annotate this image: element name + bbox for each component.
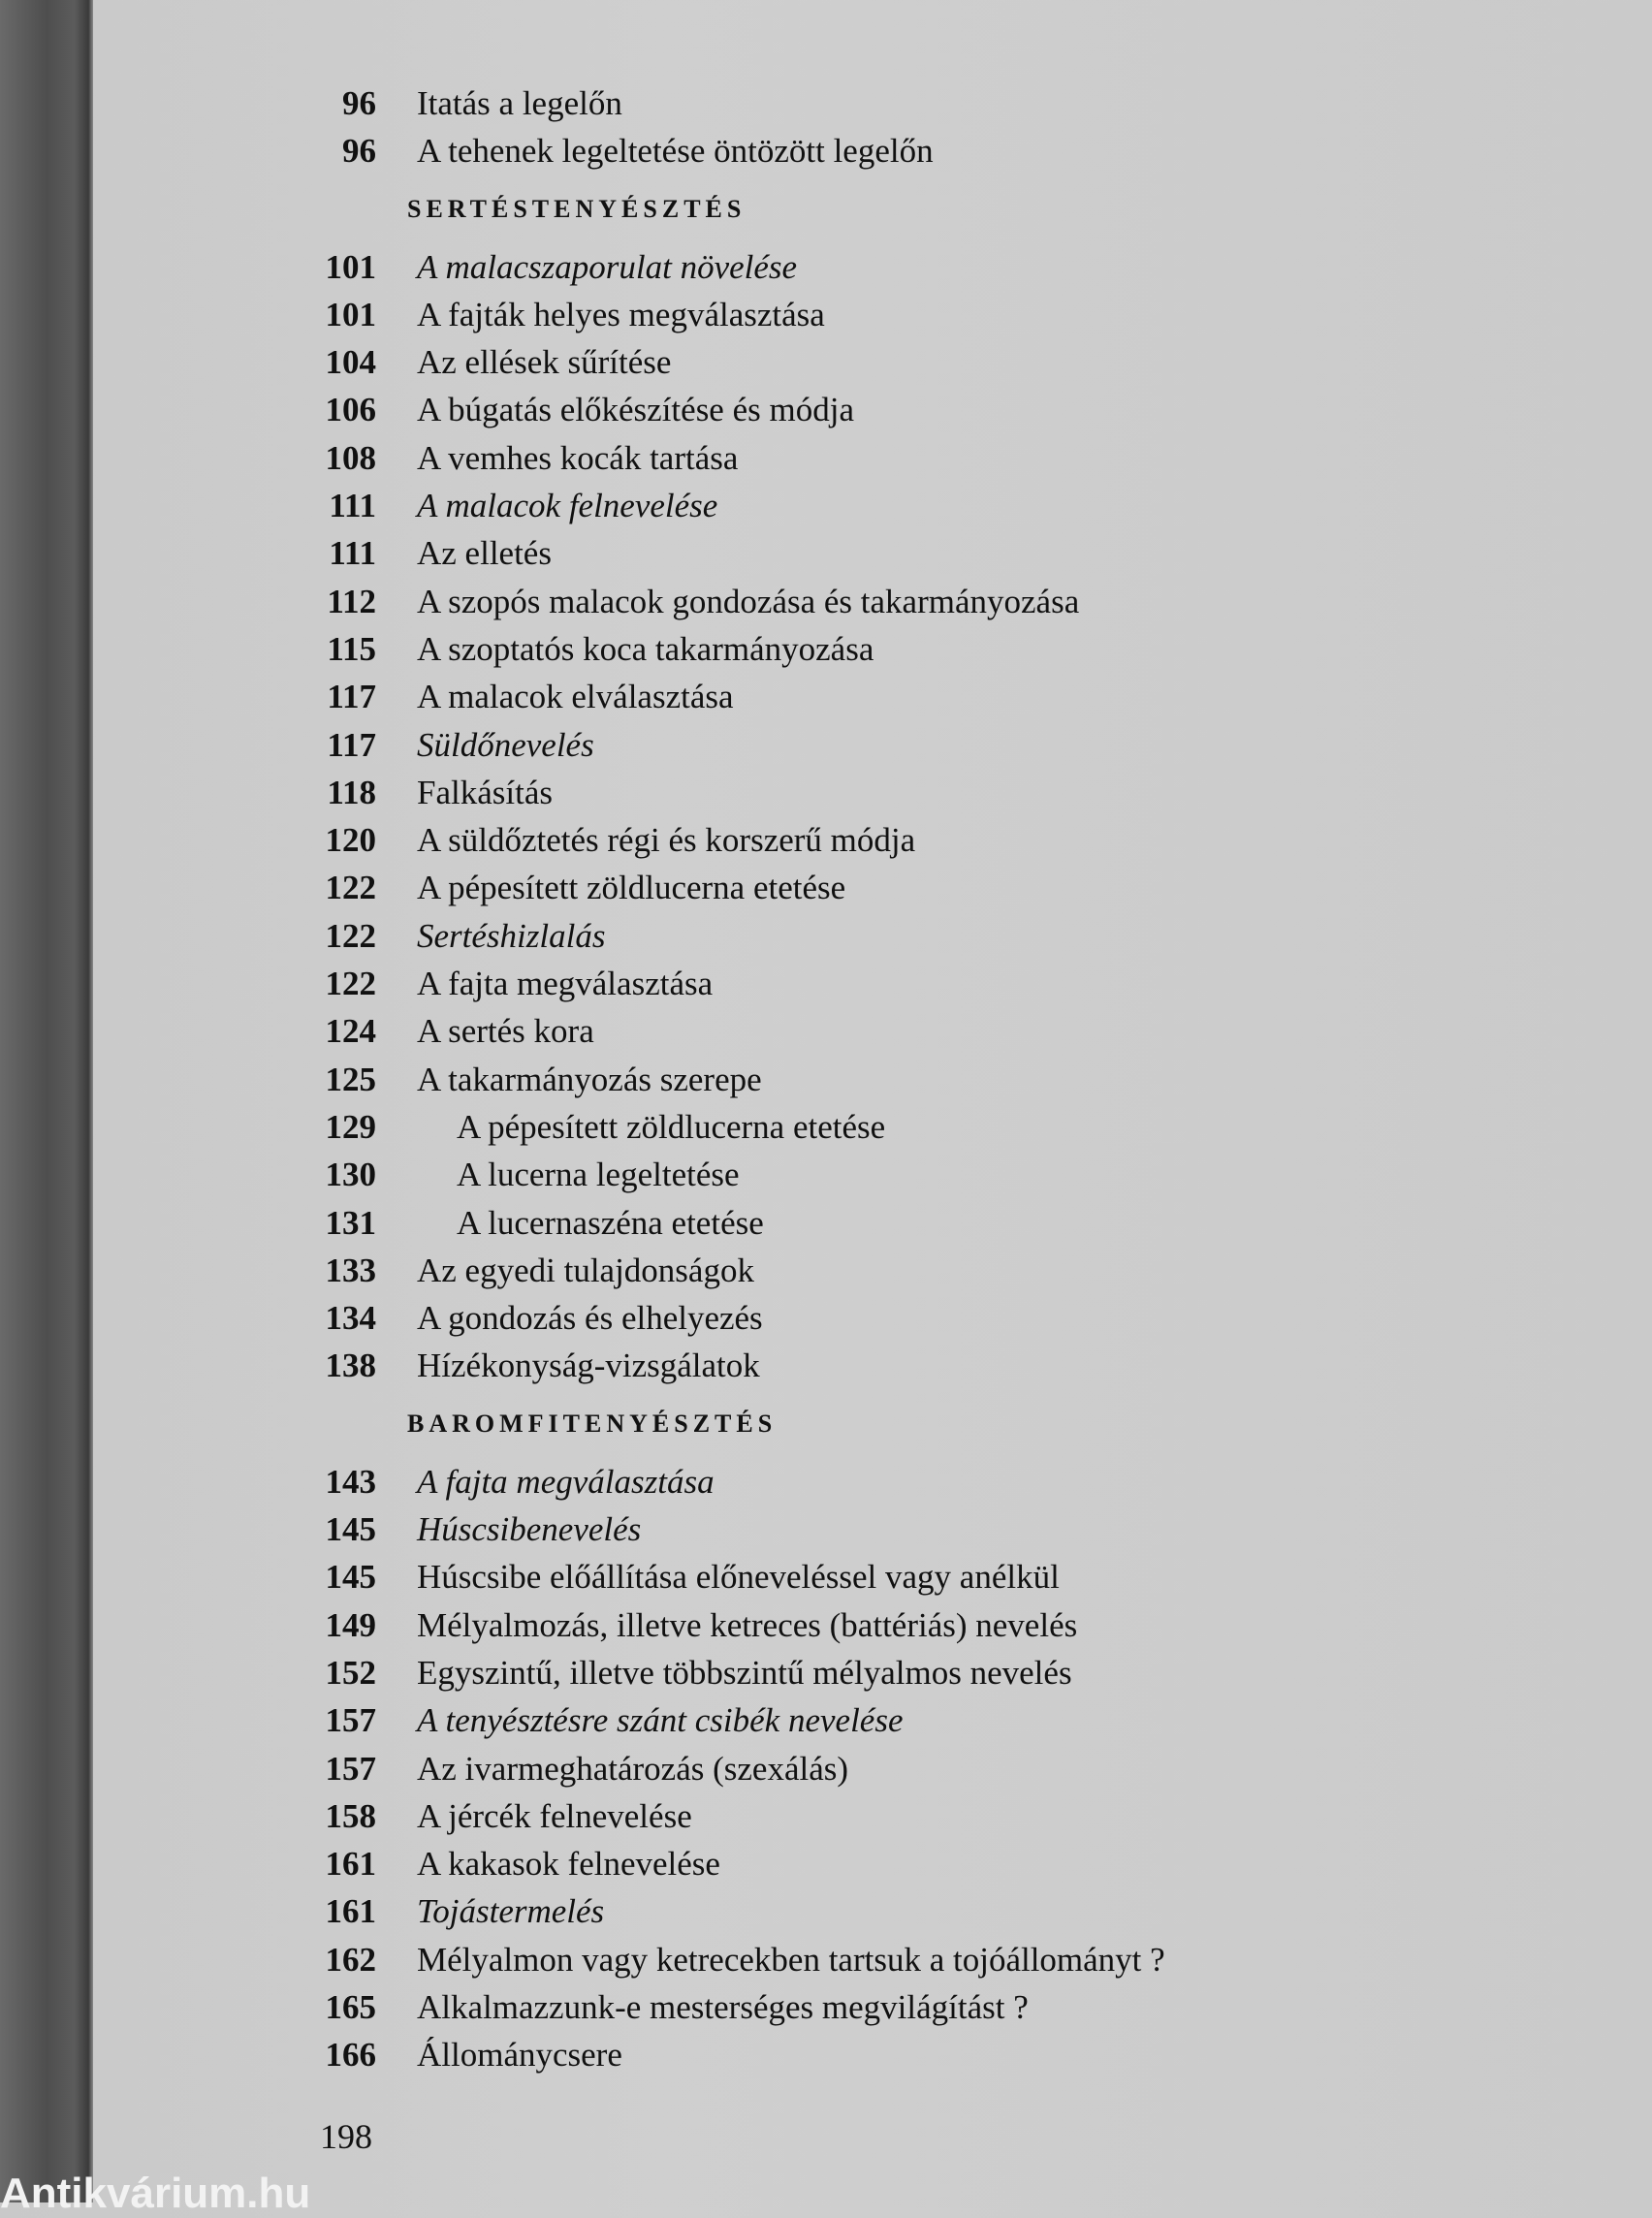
entry-page-number: 104 [325, 343, 376, 382]
entry-title: A pépesített zöldlucerna etetése [417, 869, 846, 907]
toc-entry [0, 1199, 1652, 1247]
entry-page-number: 157 [325, 1701, 376, 1740]
entry-page-number: 106 [325, 391, 376, 429]
entry-page-number: 157 [325, 1749, 376, 1788]
entry-title: A fajták helyes megválasztása [417, 295, 825, 333]
entry-page-number: 111 [329, 487, 376, 525]
entry-title: Mélyalmon vagy ketrecekben tartsuk a tojóállományt ? [417, 1940, 1165, 1979]
toc-entry [0, 1103, 1652, 1151]
entry-page-number: 124 [325, 1012, 376, 1051]
entry-title: Mélyalmozás, illetve ketreces (battériás) nevelés [417, 1605, 1078, 1644]
entry-page-number: 158 [325, 1796, 376, 1835]
entry-title: Húscsibe előállítása előneveléssel vagy anélkül [417, 1558, 1060, 1597]
entry-page-number: 115 [327, 629, 376, 668]
toc-entry [0, 482, 1652, 529]
entry-title: Süldőnevelés [417, 725, 594, 764]
entry-page-number: 122 [325, 916, 376, 955]
toc-entry [0, 243, 1652, 291]
entry-page-number: 145 [325, 1510, 376, 1549]
toc-entry [0, 386, 1652, 433]
entry-title: A pépesített zöldlucerna etetése [457, 1107, 886, 1146]
toc-entry [0, 1601, 1652, 1649]
entry-title: A tehenek legeltetése öntözött legelőn [417, 132, 934, 171]
toc-entry [0, 1745, 1652, 1792]
section-heading-text: SERTÉSTENYÉSZTÉS [407, 194, 747, 223]
entry-page-number: 101 [325, 295, 376, 333]
entry-page-number: 125 [325, 1060, 376, 1098]
toc-entry [0, 864, 1652, 911]
toc-entry [0, 338, 1652, 386]
entry-title: A búgatás előkészítése és módja [417, 391, 854, 429]
toc-entry [0, 1840, 1652, 1887]
toc-entry [0, 127, 1652, 174]
section-heading [0, 175, 1652, 243]
entry-page-number: 108 [325, 438, 376, 477]
toc-entry [0, 291, 1652, 338]
toc-entry [0, 673, 1652, 720]
toc-entry [0, 912, 1652, 960]
entry-title: A lucernaszéna etetése [457, 1203, 764, 1242]
entry-title: Alkalmazzunk-e mesterséges megvilágítást ? [417, 1987, 1029, 2026]
entry-page-number: 166 [325, 2036, 376, 2075]
entry-page-number: 117 [327, 725, 376, 764]
entry-page-number: 131 [325, 1203, 376, 1242]
entry-page-number: 143 [325, 1462, 376, 1501]
entry-page-number: 117 [327, 678, 376, 716]
entry-page-number: 120 [325, 821, 376, 860]
toc-entry [0, 1792, 1652, 1840]
entry-title: A malacok felnevelése [417, 487, 718, 525]
entry-page-number: 138 [325, 1347, 376, 1385]
toc-entry [0, 960, 1652, 1007]
entry-page-number: 118 [327, 773, 376, 811]
entry-page-number: 112 [327, 582, 376, 620]
entry-title: A jércék felnevelése [417, 1796, 692, 1835]
entry-title: A fajta megválasztása [417, 965, 714, 1003]
entry-title: Itatás a legelőn [417, 84, 622, 122]
entry-page-number: 145 [325, 1558, 376, 1597]
toc-entry [0, 721, 1652, 769]
toc-entry [0, 1151, 1652, 1198]
entry-title: A szopós malacok gondozása és takarmányozása [417, 582, 1080, 620]
toc-entry [0, 1983, 1652, 2031]
toc-entry [0, 79, 1652, 127]
toc-entry [0, 1056, 1652, 1103]
toc-entry [0, 1553, 1652, 1600]
toc-entry [0, 1505, 1652, 1553]
entry-title: A süldőztetés régi és korszerű módja [417, 821, 916, 860]
toc-entry [0, 1007, 1652, 1055]
entry-title: A lucerna legeltetése [457, 1156, 740, 1194]
toc-entry [0, 1649, 1652, 1696]
toc-entry [0, 1247, 1652, 1294]
entry-title: Tojástermelés [417, 1892, 605, 1931]
entry-title: Hízékonyság-vizsgálatok [417, 1347, 760, 1385]
entry-page-number: 134 [325, 1299, 376, 1338]
entry-page-number: 122 [325, 965, 376, 1003]
entry-page-number: 165 [325, 1987, 376, 2026]
entry-title: Állománycsere [417, 2036, 622, 2075]
entry-title: Falkásítás [417, 773, 553, 811]
entry-page-number: 129 [325, 1107, 376, 1146]
table-of-contents [0, 79, 1652, 2079]
entry-title: A fajta megválasztása [417, 1462, 715, 1501]
entry-page-number: 152 [325, 1653, 376, 1692]
toc-entry [0, 769, 1652, 816]
toc-entry [0, 625, 1652, 673]
entry-title: A gondozás és elhelyezés [417, 1299, 763, 1338]
entry-page-number: 161 [325, 1892, 376, 1931]
toc-entry [0, 1294, 1652, 1342]
entry-title: Sertéshizlalás [417, 916, 606, 955]
entry-title: A szoptatós koca takarmányozása [417, 629, 874, 668]
entry-title: Az elletés [417, 534, 552, 573]
entry-title: A malacszaporulat növelése [417, 247, 798, 286]
entry-title: A kakasok felnevelése [417, 1845, 720, 1884]
toc-entry [0, 434, 1652, 482]
entry-title: Húscsibenevelés [417, 1510, 642, 1549]
entry-page-number: 149 [325, 1605, 376, 1644]
toc-entry [0, 1887, 1652, 1935]
entry-title: Egyszintű, illetve többszintű mélyalmos nevelés [417, 1653, 1072, 1692]
toc-entry [0, 578, 1652, 625]
toc-entry [0, 529, 1652, 577]
entry-page-number: 162 [325, 1940, 376, 1979]
entry-title: Az egyedi tulajdonságok [417, 1251, 754, 1289]
entry-page-number: 101 [325, 247, 376, 286]
watermark: Antikvárium.hu [0, 2170, 311, 2217]
entry-page-number: 130 [325, 1156, 376, 1194]
toc-entry [0, 1458, 1652, 1505]
entry-title: Az ellések sűrítése [417, 343, 672, 382]
toc-entry [0, 1696, 1652, 1744]
entry-page-number: 111 [329, 534, 376, 573]
entry-page-number: 161 [325, 1845, 376, 1884]
toc-entry [0, 816, 1652, 864]
entry-title: Az ivarmeghatározás (szexálás) [417, 1749, 849, 1788]
section-heading-text: BAROMFITENYÉSZTÉS [407, 1409, 778, 1438]
entry-page-number: 96 [342, 84, 376, 122]
toc-entry [0, 2031, 1652, 2078]
entry-page-number: 122 [325, 869, 376, 907]
section-heading [0, 1390, 1652, 1458]
page-number: 198 [320, 2117, 372, 2156]
entry-title: A sertés kora [417, 1012, 594, 1051]
entry-title: A tenyésztésre szánt csibék nevelése [417, 1701, 904, 1740]
entry-title: A takarmányozás szerepe [417, 1060, 762, 1098]
toc-entry [0, 1936, 1652, 1983]
entry-title: A vemhes kocák tartása [417, 438, 739, 477]
entry-page-number: 96 [342, 132, 376, 171]
toc-entry [0, 1342, 1652, 1389]
entry-title: A malacok elválasztása [417, 678, 734, 716]
entry-page-number: 133 [325, 1251, 376, 1289]
